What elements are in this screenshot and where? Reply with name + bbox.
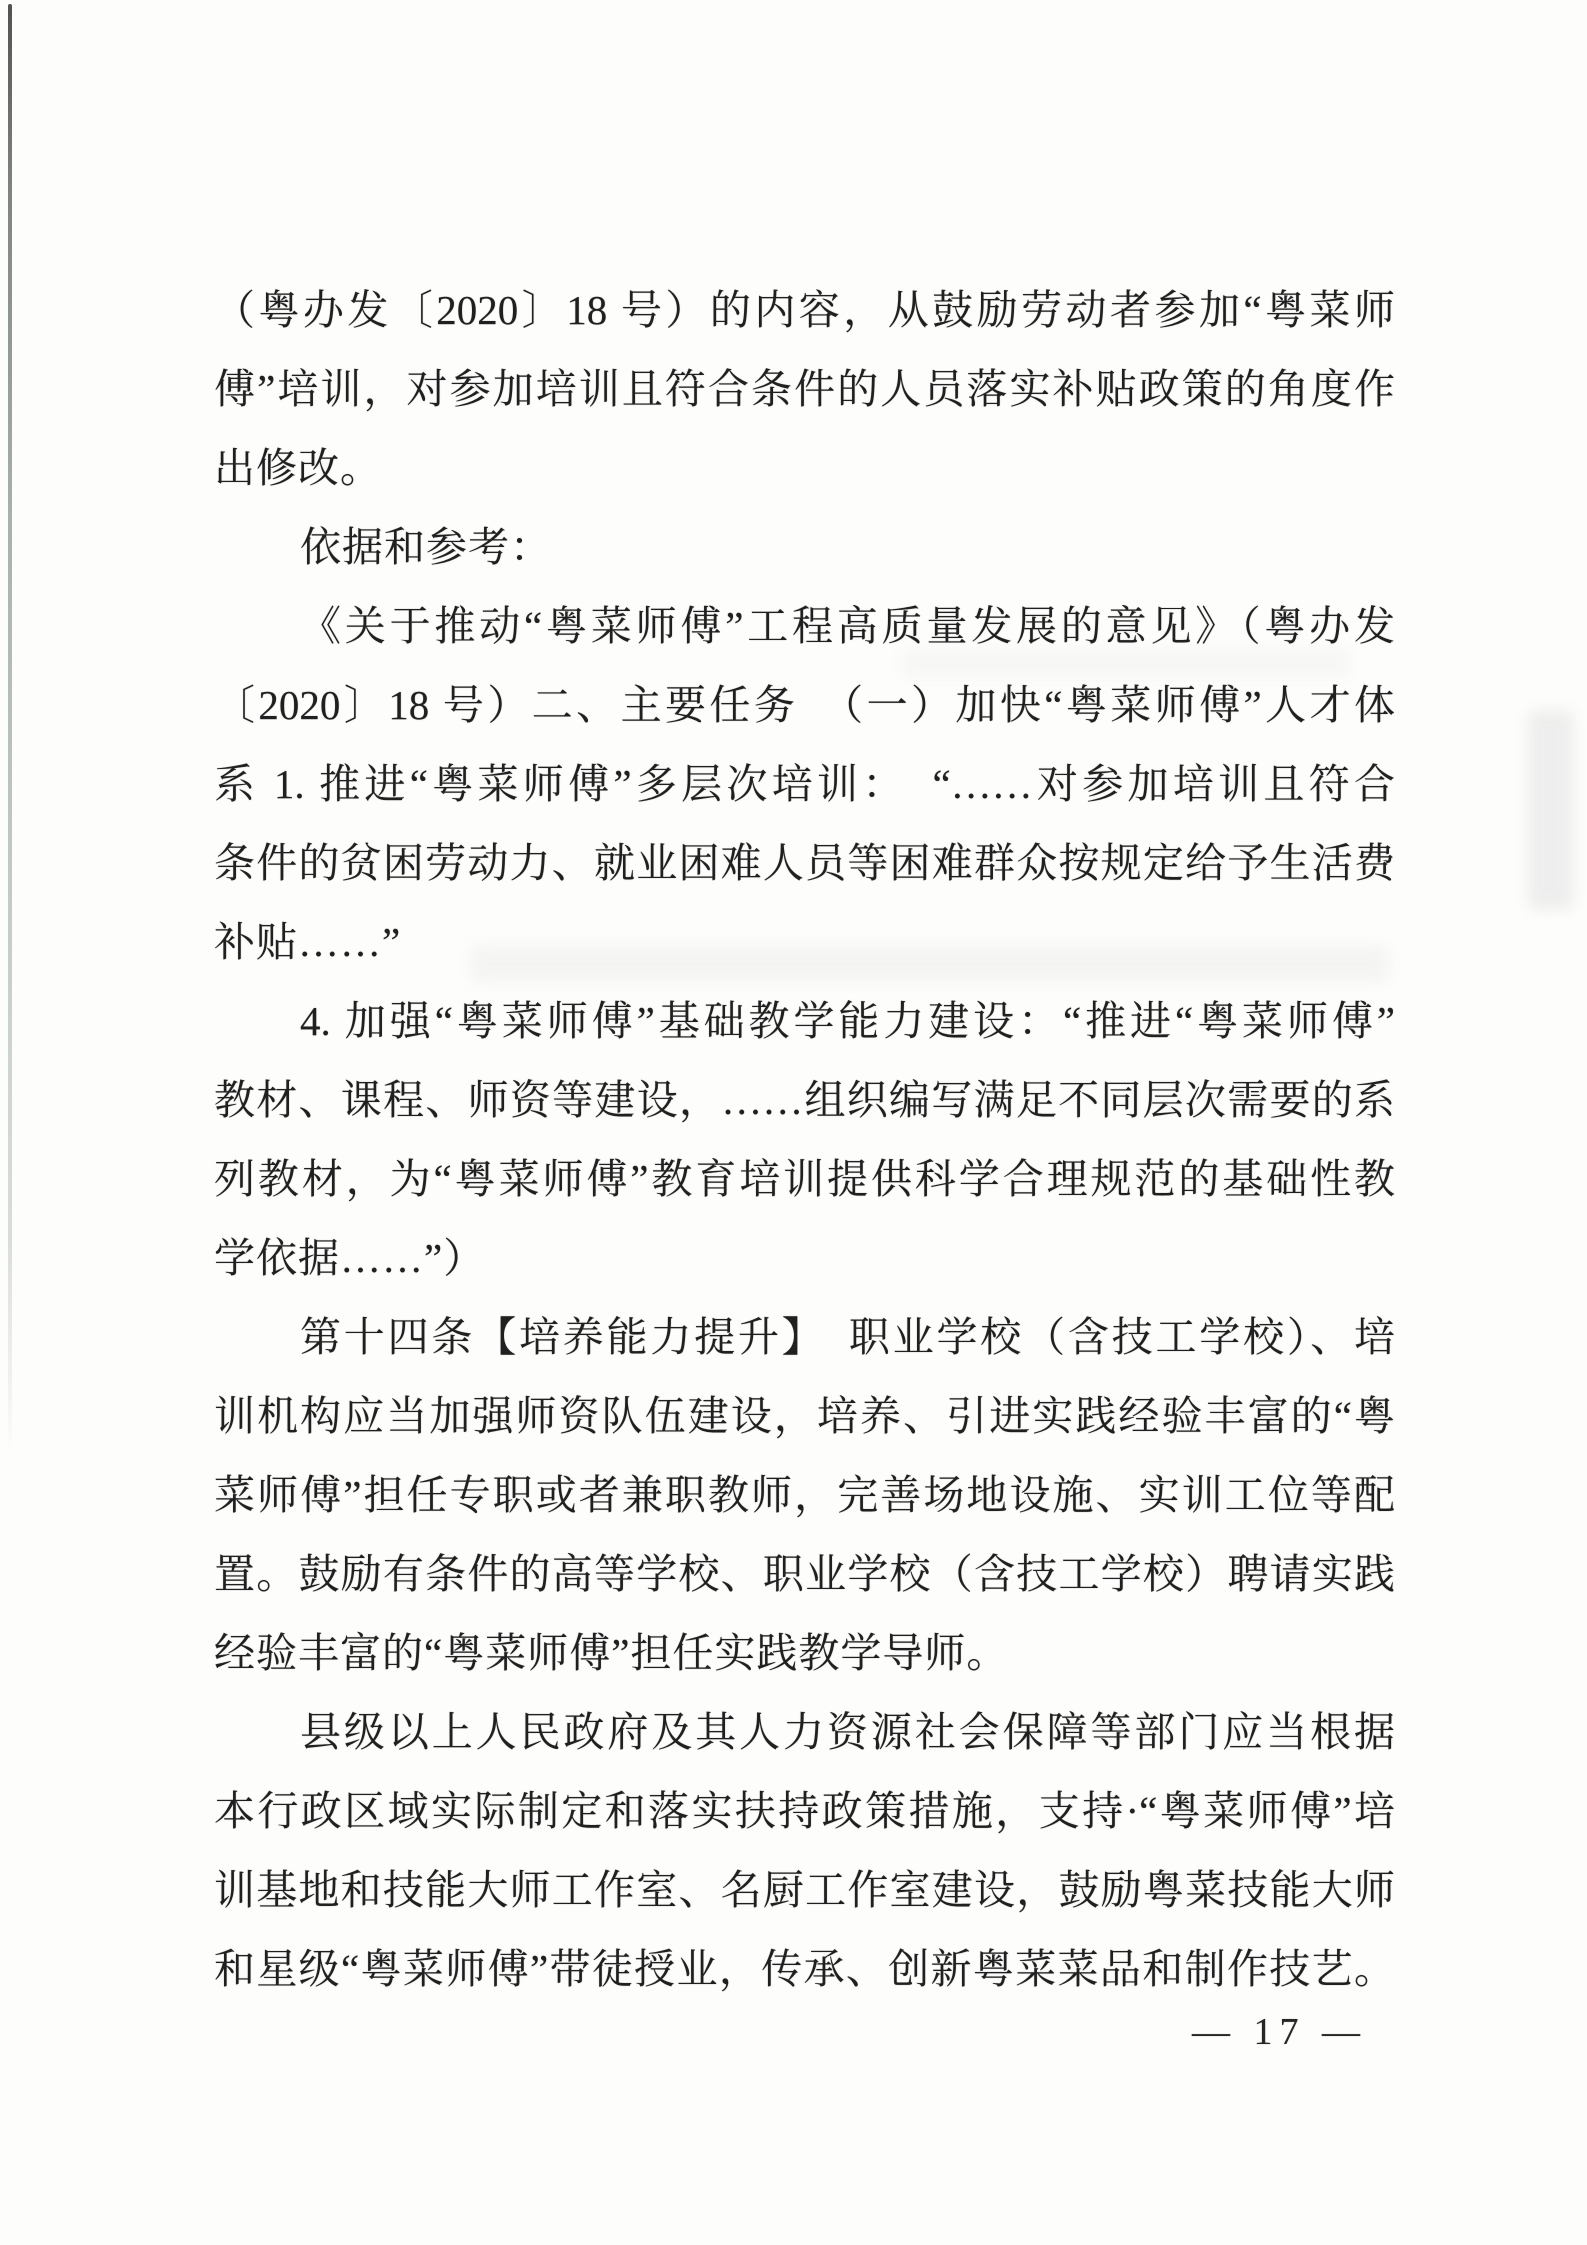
text-line: 〔2020〕18 号）二、主要任务 （一）加快“粤菜师傅”人才体 bbox=[214, 682, 1395, 728]
text-line: 依据和参考： bbox=[300, 524, 552, 570]
text-line: （粤办发〔2020〕18 号）的内容，从鼓励劳动者参加“粤菜师 bbox=[214, 287, 1395, 333]
text-line: 学依据……”） bbox=[214, 1235, 486, 1281]
document-body bbox=[214, 271, 1395, 2009]
text-line: 训基地和技能大师工作室、名厨工作室建设，鼓励粤菜技能大师 bbox=[214, 1867, 1395, 1913]
text-line: 傅”培训，对参加培训且符合条件的人员落实补贴政策的角度作 bbox=[214, 366, 1395, 412]
text-line: 《关于推动“粤菜师傅”工程高质量发展的意见》（粤办发 bbox=[300, 603, 1395, 649]
scan-artifact-line bbox=[8, 4, 12, 1454]
text-line: 菜师傅”担任专职或者兼职教师，完善场地设施、实训工位等配 bbox=[214, 1472, 1395, 1518]
text-line: 本行政区域实际制定和落实扶持政策措施，支持·“粤菜师傅”培 bbox=[214, 1788, 1395, 1834]
text-line: 出修改。 bbox=[214, 445, 382, 491]
text-line: 系 1. 推进“粤菜师傅”多层次培训： “……对参加培训且符合 bbox=[214, 761, 1395, 807]
text-line: 教材、课程、师资等建设，……组织编写满足不同层次需要的系 bbox=[214, 1077, 1395, 1123]
text-line: 补贴……” bbox=[214, 919, 402, 965]
text-line: 列教材，为“粤菜师傅”教育培训提供科学合理规范的基础性教 bbox=[214, 1156, 1395, 1202]
text-line: 经验丰富的“粤菜师傅”担任实践教学导师。 bbox=[214, 1630, 1009, 1676]
text-line: 条件的贫困劳动力、就业困难人员等困难群众按规定给予生活费 bbox=[214, 840, 1395, 886]
text-line: 置。鼓励有条件的高等学校、职业学校（含技工学校）聘请实践 bbox=[214, 1551, 1395, 1597]
text-line: 训机构应当加强师资队伍建设，培养、引进实践经验丰富的“粤 bbox=[214, 1393, 1395, 1439]
text-line: 4. 加强“粤菜师傅”基础教学能力建设：“推进“粤菜师傅” bbox=[300, 998, 1395, 1044]
bleed-through-smudge bbox=[1528, 710, 1574, 910]
text-line: 县级以上人民政府及其人力资源社会保障等部门应当根据 bbox=[300, 1709, 1395, 1755]
page-number: — 17 — bbox=[1192, 2011, 1367, 2053]
text-line: 和星级“粤菜师傅”带徒授业，传承、创新粤菜菜品和制作技艺。 bbox=[214, 1946, 1395, 1992]
text-line: 第十四条【培养能力提升】 职业学校（含技工学校）、培 bbox=[300, 1314, 1395, 1360]
